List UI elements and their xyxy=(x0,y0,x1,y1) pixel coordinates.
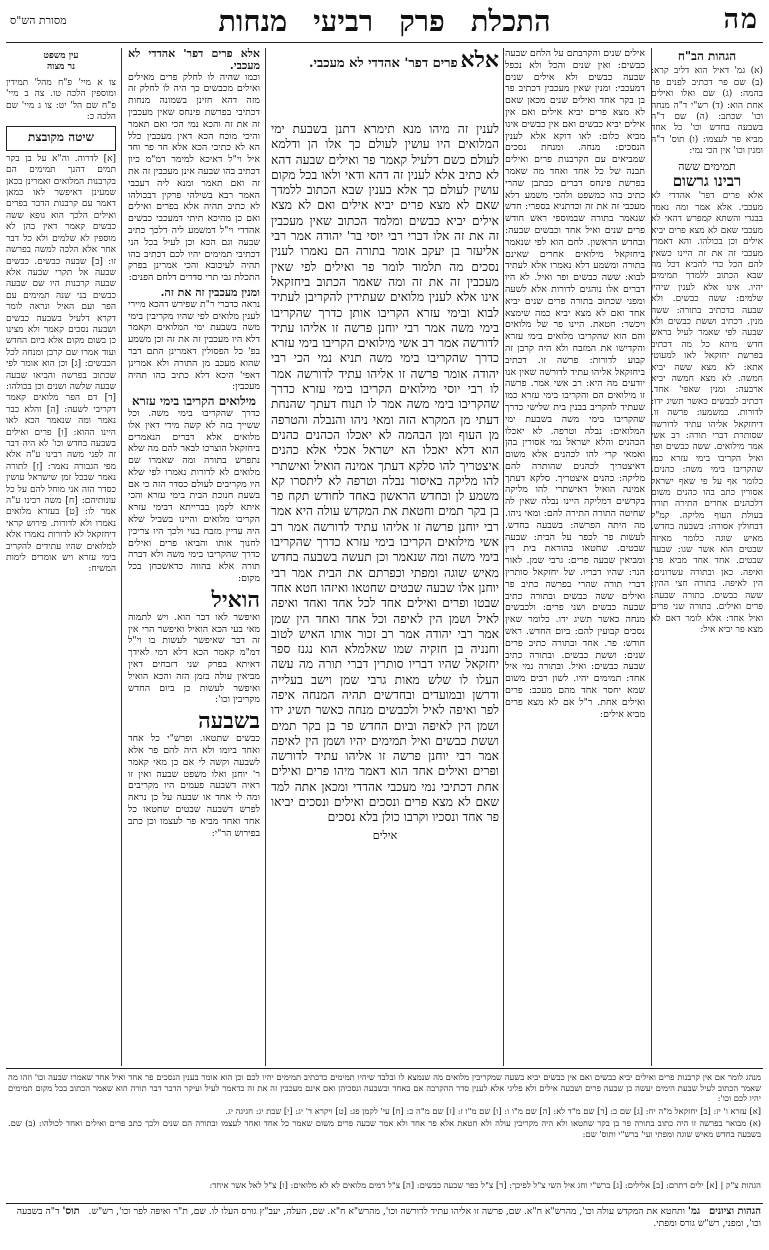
rabbeinu-gershom-title: רבינו גרשום xyxy=(672,172,742,191)
gemara-opening xyxy=(271,48,499,120)
footer-note-1: מנהג לומר אם אין קרבנות פרים ואילים יביא כבשים ואם אין כבשים יביא בשעה שמקריבין מלואים מה שנמצא לו ובלבד שיהיו תמימים כדכתיב תמימים יהיו לכם וכן הוא אומר בענין הנסכים פר אחד ואיל אחד שאמרו שבעה וכו' וזהו מה שאמר הכתוב לעיל שבעת הימים יעשה כן שבעה פרים ושבעה אילים ולא פליגי אלא לענין סדר ההקרבה אם באחד ובשבעה ונסכיהן ואם אינם מעכבין זה את זה כדאמר לעיל ועיקר הדבר דבר תורה הוא שאמר הכתוב בכל מקום תמימים יהיו לכם וכו': xyxy=(8,1072,761,1104)
rabbeinu-gershom-text: אלא פרים דפר' אהדדי לא מעכבי. אלא אמר ומה נאמר בבגדי והשתא קמפרש דהאי לא מעכבי שאם לא מצא פרים יביא אילים וכן בכולהו. והא דאמרי מעכבי זה את זה היינו כשאין להם הכל כדי להביא דכל מה שבא הכתוב ללמדך תמימים יהיו. אינו אלא לענין שיהיו שלמים: ששה כבשים. ולא שבעה כדכתיב בתורה: ששה מנין. דכתיב וששת כבשים ולא שבעה לפי שאמר לעיל בראש חדש מיהא כל מה דכתיב בפרשת יחזקאל לאו למעוטי אתא: לא מצא ששה יביא חמשה. לא מצא חמשה יביא ארבעה: ומנין שאפי' אחד. דכתיב לכבשים כאשר תשיג ידו: לדורות. כמשמעו: פרשה זו. דיחזקאל אליהו עתיד לדורשה שסותרת דברי תורה: רב אשי אמר מילואים. ששה כבשים ופר ואיל הקריבו בימי עזרא כמו שהקריבו בימי משה: כהנים. כלומר אף על פי שאף ישראל אסורין כתב בהו כהנים משום דלכהנים אחרים התירה תורה בעולת העוף מליקה. קמ"ל דבחולין אסורה: בשבעה בחדש. מאיש שוגה כלומר מאיזה שבטים הוא אשר שגו: שבעה שבטים. אחד אחד מביא פר: ואיפה. כאן ובתורה עשרונים: הין לאיפה. בתורה חצי ההין: ששה כבשים. בתורה שבעה: פרים ואילים. בתורה שני פרים ואיל אחד: אלא לומר דאם לא מצא פר יביא איל: xyxy=(651,191,763,635)
column-divider-left xyxy=(121,48,122,1066)
gemara-catchword: אילים xyxy=(372,828,398,842)
gemara-opening-text: פרים דפר' אהדדי לא מעכבי. xyxy=(309,56,458,71)
footer-note-3: (א) מבואר בפרשה זו היה כתוב בתורה פר בן בקר שחטאו ולא היה מקריבין עולה ולא חטאת אלא פר אחד ולא אמר שבעה פרים משום שאמר כל אחד ואחד לעצמו ובתורה הם שנים ולכך כתב פרים ואילים ואחד לכולהו: (ב) שם. בשבעה בחדש מאיש שוגה ומפתי ועי' ברש"י ותוס' שם: xyxy=(8,1118,761,1139)
hagahot-title: הגהות הב"ח xyxy=(677,49,737,63)
tosafot-big-word: הואיל xyxy=(211,586,260,613)
hagahot-text: (א) גמ' דאיל הוא דליב קרא: (ב) שם פר דכתיב לפנים פר בהמה: (ג) שם ואלו ואילים אחת הוא: (ד) רש"י ד"ה מנחה וכו' שכתב: (ה) שם ד"ה בשבעה בחדש וכו' כל אחד מביא פר לעצמו: (ו) תוס' ד"ה ומנין וכו' אין הכי נמי: xyxy=(651,66,763,157)
haga-strip xyxy=(8,1180,761,1202)
tosafot-intro: אלא פרים דפר' אהדדי לא מעכבי. xyxy=(128,48,260,72)
column-divider-right xyxy=(651,48,652,1066)
gloss-gemara-label: גמ' xyxy=(687,1206,701,1217)
rashi-text: אילים שנים והקרבתם על הלחם שבעה כבשים: ואין שנים והכל ולא נכפל שבעה כבשים ולא אילים שנים דמעכבי: ומנין שאין מעכבין דכתיב פר בן בקר אחד ואילים שנים מכאן שאם לא מצא פרים יביא אילים ואם אין אילים יביא כבשים ואם אין כבשים אינו מביא כלום: לאו דוקא אלא לענין הנסכים: מנחה. ומנחת נסכים שמביאים עם הקרבנות פרים ואילים תבנה של כל אחד ואחד מה שאמר בפרשת פינחס דברים ככתבן שהרי כתיב בהו כמשפט ולהכי משמע דלא מעכבי זה את זה וכדתניא בספרי: חדש שנאמר בתורה שבמוספי ראש חודש פרים שנים ואיל אחד וכבשים שבעה: ובחדש הראשון. לחם הוא לפי שנאמר ביחזקאל מילואים אחרים שאינם בתורה ומשמע דלא נאמרו אלא לעתיד לבוא: ששה כבשים ופר ואיל. לא היו דברים אלו נוהגים לדורות אלא לשעה ומפני שכתוב בתורה פרים שנים יביא אחד ואם לא מצא יביא כמה שימצא ויכשר: חטאת. היינו פר של מלואים והם הוא שהקריבו מלואים בימי עזרא והקדישו את המזבח ולא היה קרבן זה קבוע לדורות: פרשה זו. דכתיב ביחזקאל אליהו עתיד לדורשה שאין אנו יודעים מה היא: רב אשי אמר. פרשה זו מילואים הם והקריבו בימי עזרא כמו שעתיד להקריב בבנין בית שלישי כדרך שהקריבו בימי משה בשבעת ימי המלואים: נבלה וטרפה. לא יאכלו הכהנים והלא ישראל נמי אסורין בהן ואמאי קרי להו לכהנים אלא משום דאיצטריך לכהנים שהותרה להם מליקה: כהנים איצטריך. סלקא דעתך אמינה הואיל דאישתרי להו מליקה בקדשים דמליקה היינו נבלה שאין לה שחיטה התורה התירה להם: ומאי ניהו. מה היתה הפרשה: בשבעה בחדש. לעשות פר לכפר על הבית: שבעה שבטים. שחטאו בהוראת בית דין ומביאין שבעה פרים: גרבי שמן. לאור הנר: שהיו דבריו. של יחזקאל סותרין דברי תורה שהרי בפרשה כתיב פר ואילים ששה כבשים ובתורה כתיב שבעה כבשים ושני פרים: ולכבשים מנחה כאשר תשיג ידו. כלומר שאין נסכים קבועין להם: ביום החדש. ראש חודש: פר. אחד ובתורה כתיב פרים שנים: וששת כבשים. ובתורה כתיב שבעה כבשים: ואיל. ובתורה נמי איל אחד: תמימים יהיו. לשון רבים משום שמא יחסר אחד מהם מעכב: פרים ואילים אחת. ר"ל אם לא מצא פרים מביא אילים: xyxy=(505,48,645,720)
footer-rule xyxy=(6,1068,763,1069)
mesorah-note: תמימים ששה xyxy=(678,159,736,173)
gloss-gemara-text: ותחטא את המקדש עולה וכו', מהרש"א ח"א. שם, פרשה זו אליהו עתיד לדורשה וכו', מהרש"א ח"א. שם, העלה, יעב"ץ גורס העלו לו. שם, ת"ר ואיפה לפר וכו', רש"ש. xyxy=(88,1206,685,1217)
tosafot-section-2: כדרך שהקריבו בימי משה. וכל ששייך בזה לא קשה מידי דאין אלו מלואים אלא דברים הנאמרים ביחזקאל הוצרכו לבאר להם מה שלא נתפרש בתורה ומה שאמרו שם מלואים לא לדורות נאמרו לפי שלא היו מקריבים לעולם כסדר הזה כי אם בשעת חנוכת הבית בימי עזרא והכי איתא לקמן בברייתא דבימי עזרא הקריבו מלואים והיינו בשביל שלא היה עדיין מזבח בנוי ולכך היו צריכין לחנוך אותו והביאו פרים ואילים כדרך שהקריבו בימי משה ולא דברה תורה אלא בהווה כדאשכחן בכל מקום: xyxy=(128,407,260,585)
ein-mishpat-text: צו א מיי' פ"ח מהל' תמידין ומוספין הלכה טו. צה ב מיי' פ"ח שם הל' יט: צו ג מיי' שם הלכה כ: xyxy=(6,77,116,123)
haga-text: הגהות צ"ק | [א] ילים דתרם: [ב] אלילים: [ג] ברש"י וחג איל השי צ"ל לפיכך: [ד] צ"ל כפר שבעה כבשים: [ה] צ"ל דמים מלואים לא לא מלואים: [ו] צ"ל לאל אשר איחד: xyxy=(209,1180,761,1190)
daf-number: מה xyxy=(723,4,759,35)
tosafot-big-word-2: בשבעה xyxy=(198,708,260,735)
shita-mekubetzet-title: שיטה מקובצת xyxy=(28,130,94,145)
tosafot-column xyxy=(128,48,260,1068)
header-rule xyxy=(6,42,763,43)
running-title: התכלת פרק רביעי מנחות xyxy=(218,4,551,38)
tosafot-dibbur-1: ומנין מעכבין זה את זה. xyxy=(160,285,260,299)
hagahot-vetziyunim-bar xyxy=(8,1206,761,1242)
left-margin xyxy=(6,48,116,1068)
ein-mishpat-title: עין משפט נר מצוה xyxy=(43,51,79,73)
gemara-text xyxy=(271,122,499,1062)
gloss-bar-label: הגהות וציונים xyxy=(708,1206,761,1217)
masoret-hashas-label: מסורת הש"ס xyxy=(10,14,67,27)
gemara-body: לענין זה מיהו מנא תימרא דתנן בשבעת ימי המלואים היו עושין לעולם כך אלו הן ודלמא לעולם כשם דלעיל קאמר פר ואילים שבעה דהא לא כתיב אלא לענין זה דהא ודאי ולאו בכל מקום עושין לעולם כך אלא בענין שבא הכתוב ללמדך שאם לא מצא פרים יביא אילים ואם לא מצא אילים יביא כבשים ומלמד הכתוב שאין מעכבין זה את זה אלו דברי רבי יוסי בר' יהודה אמר רבי אליעזר בן יעקב אומר בתורה הם נאמרו לענין נסכים מה תלמוד לומר פר ואילים לפי שאין מעכבין זה את זה ומה שאמר הכתוב ביחזקאל אינו אלא לענין מלואים שעתידין להקריבן לעתיד לבוא ובימי עזרא הקריבו אותן כדרך שהקריבו בימי משה אמר רבי יוחנן פרשה זו אליהו עתיד לדורשה אמר רב אשי מילואים הקריבו בימי עזרא כדרך שהקריבו בימי משה תניא נמי הכי רבי יהודה אומר פרשה זו אליהו עתיד לדורשה אמר לו רבי יוסי מילואים הקריבו בימי עזרא כדרך שהקריבו בימי משה אמר לו תנוח דעתך שהנחת דעתי מן המקרא הזה ומאי ניהו והנבלה והטרפה מן העוף ומן הבהמה לא יאכלו הכהנים כהנים הוא דלא יאכלו הא ישראל אכלי אלא כהנים איצטריך להו סלקא דעתך אמינה הואיל ואישתרי להו מליקה באיסור נבלה וטרפה לא ליתסרו קא משמע לן ובחדש הראשון באחד לחודש תקח פר בן בקר תמים וחטאת את המקדש עולה היא אמר רבי יוחנן פרשה זו אליהו עתיד לדורשה אמר רב אשי מילואים הקריבו בימי עזרא כדרך שהקריבו בימי משה ומה שנאמר וכן תעשה בשבעה בחדש מאיש שוגה ומפתי וכפרתם את הבית אמר רבי יוחנן אלו שבעה שבטים שחטאו ואיזהו חטא אחד שבטו ופרים ואילים אחד לכל אחד ואחד ואיפה לאיל ושמן הין לאיפה וכל אחד ואחד הין שמן אמר רבי יהודה אמר רב זכור אותו האיש לטוב וחנניה בן חזקיה שמו שאלמלא הוא נגנז ספר יחזקאל שהיו דבריו סותרין דברי תורה מה עשה העלו לו שלש מאות גרבי שמן וישב בעלייה ודרשן ובמועדים ובחדשים תהיה המנחה איפה לפר ואיפה לאיל ולכבשים מנחה כאשר תשיג ידו ושמן הין לאיפה וביום החדש פר בן בקר תמים וששת כבשים ואיל תמימים יהיו ושמן הין לאיפה אמר רבי יוחנן פרשה זו אליהו עתיד לדורשה ופרים ואילים אחד הוא דאמר מיהו פרים ואילים אחת דכתיבי נמי מעכבי אהדדי ומכאן אתה למד שאם לא מצא פרים ונסכים ואילים ונסכים יביאו פר אחד ונסכיו וקרבו כולן בלא נסכים xyxy=(271,122,499,825)
column-divider-tosafot xyxy=(265,48,266,1066)
shita-mekubetzet-text: [א] לדרוה. וה"א על בן בקר תמים דהנך תמימים הם בקרבנות המלואים ואמרינן בכאן שמעינן דאיפשר לאו כמאן דאמר עם קרבנות הדבר בפרים ואילים הלכך הוא גופא ששה כבשים קאמר דאין בהן לא מוספין לא שלמים ולא כל דבר אחר אלא הלכה למשה בפרשה זו: [ב] שבעה כבשים. כבשים שבעה אל תקרי שבעה אלא שבעה קרבנות היו שם שבעה כבשים בני שנה תמימים עם הפר ועם האיל ונראה לומר דקרא דלעיל בשבעה כבשים ושבעה נסכים קאמר ולא מצינו כן בשום מקום אלא ביום החדש ועוד אמרו שם קרבן ומנחה לכל הכבשים: [ג] וכן הוא אומר לפי שכתוב בפרשה והביאו שבעה שבעה שלשה ושנים וכן בכולהו: [ד] דם הפר מלואים קאמר דקריבי לשעה: [ה] והלא כבר נאמר ומה שנאמר הכא לאו היינו ההוא: [ו] פרים ואילים בשבעה בחדש וכו' לא היה דבר זה לפני משה רבינו ע"ה אלא מפי הגבורה נאמר: [ז] לתורה נאמר שבכל זמן שישראל עושין כסדר הזה אני מוחל להם על כל עונותיהם: [ח] משה רבינו ע"ה אמר לו: [ט] בעזרא מלואים נאמרו ולא לדורות. פירוש קראי דיחזקאל לא לדורות נאמרו אלא למלואים שהיו עתידים להקריב בימי עזרא ויש אומרים לימות המשיח: xyxy=(6,153,116,575)
tosafot-section-1: נראה כדברי ר"ת שפירש דהכא מיירי לענין מלואים לפי שהיו מקריבין בימי משה בשבעת ימי המלואים וקאמר דלא היו מעכבין זה את זה וכן משמע בפ' כל הפסולין דאמרינן התם דבר שהוא מעכב מן התורה ולא אמרינן דאפי' היכא דלא כתיב בהו תהיה מעכבין: xyxy=(128,298,260,393)
shita-mekubetzet-box xyxy=(6,126,116,150)
right-margin xyxy=(651,48,763,1068)
gloss-tosafot-label: תוס' xyxy=(62,1206,80,1217)
page-header xyxy=(0,4,769,40)
tosafot-dibbur-2: מילואים הקריבו בימי עזרא xyxy=(132,394,256,409)
gemara-opening-word: אלא xyxy=(460,48,499,73)
tosafot-text: וכמו שהיה לו לחלק פרים מאילים ואילים מכבשים כך היה לו לחלק זה מזה דהא חזינן בשמונה מנחות דכתיבי בפרשת פינחס שאין מעכבין זה את זה והכא נמי הכי ואם תאמר והיכי מוכח הכא דאין מעכבין כלל הא לא כתיבי הכא אלא חד פר וחד איל וי"ל דאיכא למימר דמ"מ כיון דכתיב בהו שבעה אינן מעכבין זה את זה ואם תאמר ומנא ליה דעכבי האמר רבא בשילהי פרקין דבכולהו לא כתיב תהיה אלא בפרים ואילים ואם כן מהיכא תיתי דמעכבי כבשים אהדדי וי"ל דמשמע ליה דלכך כתיב שבעה וגם הכא וכן לעיל בכל הני דכתיבי תמימים יהיו לכם דכתיב בהו תהיה לעיכובא והכי אמרינן בפרק התכלת גבי תרי סדרים דלחם הפנים: xyxy=(128,71,260,284)
tosafot-section-3: ואיפשר לאו דבר הוא. ויש לתמוה מאי בעי הכא הואיל ואיפשר הרי אין זה דבר שאיפשר לעשות בו וי"ל דמ"מ קאמר הכא דלא דמי לאידך דאיתא בפרק שני דזבחים דאין מביאין עולה בזמן הזה והכא הואיל ואיפשר לעשות כן ביום החדש מקריבין וכו': xyxy=(128,611,260,706)
tosafot-section-4: כבשים שתטאו. ופרש"י כל אחד ואחד ביומו ולא היה להם פר אלא לשבעה וקשה לי אם כן מאי קאמר ר' יוחנן ואלו משפט שבעה ואין זו ראיה דשבעה פעמים היו מקריבים ומה לי אחד או שבעה על כן נראה לפרש דשבעה שבטים שחטאו כל אחד ואחד מביא פר לעצמו וכן כתב בפירוש הר"י: xyxy=(128,733,260,839)
column-divider-rashi xyxy=(503,48,504,1066)
footer-note-2: [א] עזרא ו' יז: [ב] יחזקאל מ"ה יח: [ג] שם כ: [ד] שם מ"ד לא: [ה] שם מ"ו ו: [ו] שם מ"ו ז: [ז] שם מ"ה כ: [ח] עי' לקמן פג: [ט] ויקרא ד' יג: [י] שבת יג: חגיגה יג. xyxy=(225,1105,761,1116)
gloss-rule xyxy=(6,1203,763,1204)
rashi-column xyxy=(505,48,645,1068)
gloss-tosafot-text: ד"ה בשבעה וכו', ומפני, רש"ש גורס ומפתי. xyxy=(16,1206,761,1229)
